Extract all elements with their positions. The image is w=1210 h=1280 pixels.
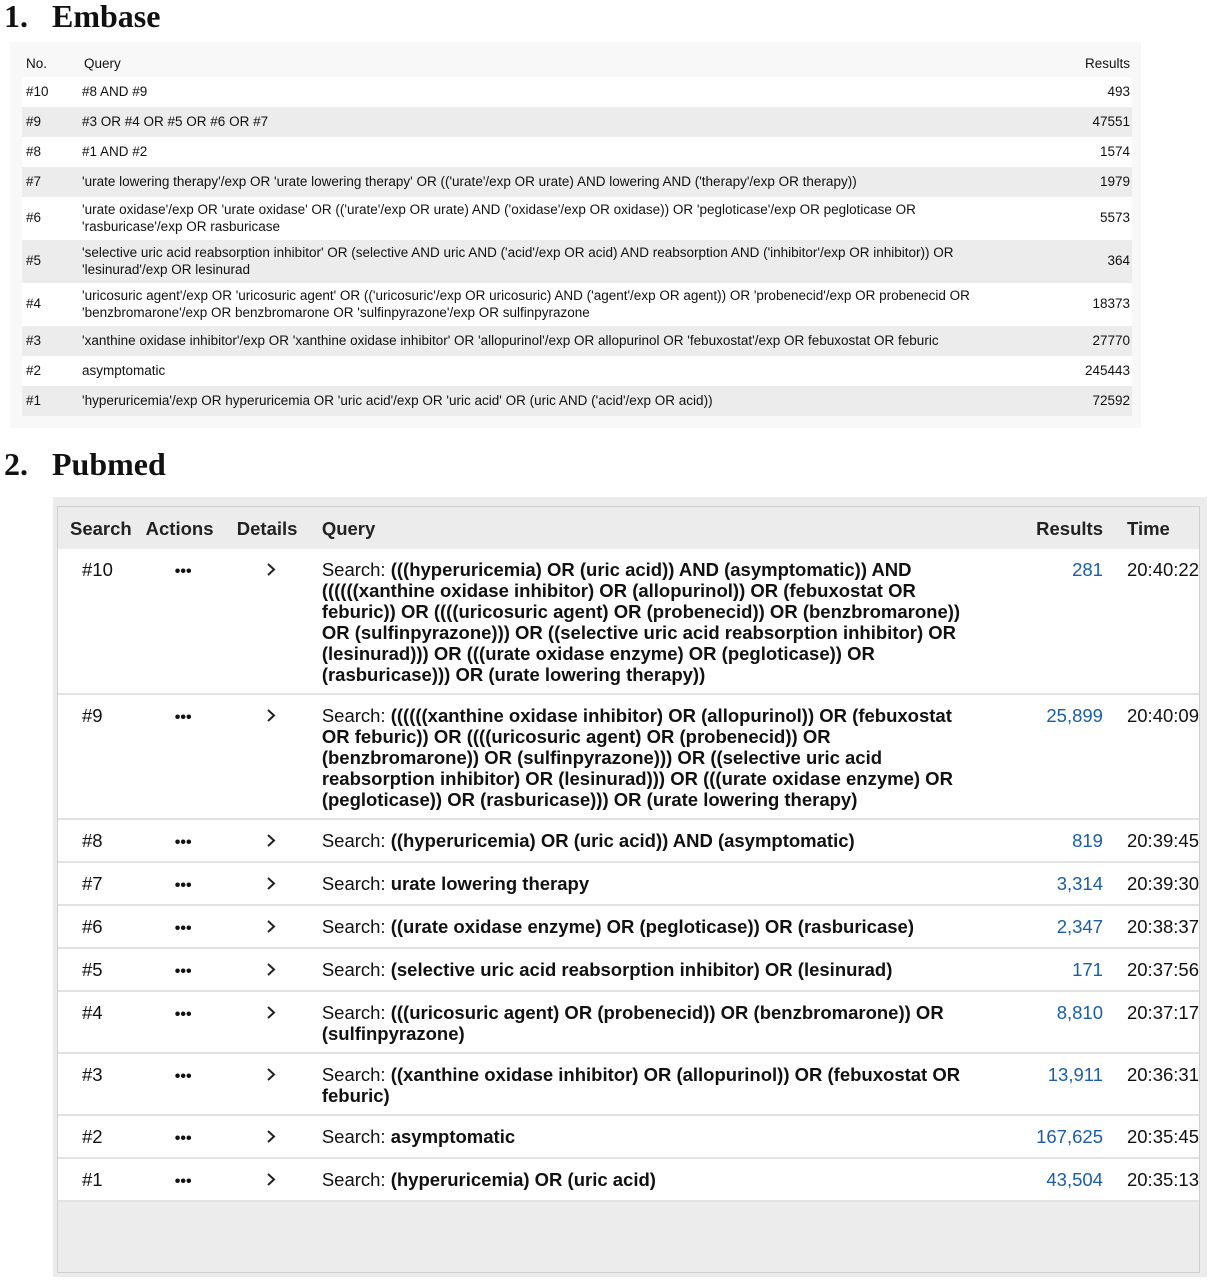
embase-row-query: 'urate oxidase'/exp OR 'urate oxidase' OR (('urate'/exp OR urate) AND ('oxidase'/exp OR oxidase)) OR 'pegloticase'/exp OR pegloticase OR 'rasburicase'/exp OR rasburicase: [82, 202, 916, 234]
pubmed-history-panel: [53, 497, 1207, 1277]
embase-heading-text: Embase: [52, 0, 161, 34]
embase-row-results: 245443: [1084, 362, 1130, 378]
pubmed-history-row: [58, 1158, 1199, 1201]
pubmed-row-time: 20:39:45: [1119, 819, 1199, 862]
results-count-link[interactable]: 8,810: [993, 991, 1119, 1053]
embase-col-query: [82, 50, 1002, 77]
pubmed-col-details: Details: [229, 507, 314, 549]
embase-row-no: #1: [26, 392, 42, 408]
embase-row-no: #3: [26, 332, 42, 348]
query-prefix: Search:: [321, 1126, 386, 1147]
embase-row-no: #9: [26, 113, 42, 129]
actions-menu-button[interactable]: [138, 991, 229, 1053]
chevron-right-icon: [260, 705, 282, 726]
embase-col-results: Results: [1002, 50, 1132, 77]
embase-row-query: #3 OR #4 OR #5 OR #6 OR #7: [82, 113, 269, 129]
chevron-right-icon: [260, 959, 282, 980]
embase-col-query-label: Query: [84, 56, 121, 71]
results-count-link[interactable]: 13,911: [993, 1053, 1119, 1115]
details-expand-button[interactable]: [229, 862, 314, 905]
embase-row-no: #8: [26, 143, 42, 159]
details-expand-button[interactable]: [229, 1158, 314, 1201]
details-expand-button[interactable]: [229, 549, 314, 694]
pubmed-header-row: [58, 507, 1199, 549]
embase-row-query: 'selective uric acid reabsorption inhibitor' OR (selective AND uric AND ('acid'/exp OR acid) AND reabsorption AND ('inhibitor'/exp OR inhibitor)) OR 'lesinurad'/exp OR lesinurad: [82, 245, 954, 277]
embase-row-query: #1 AND #2: [82, 143, 148, 159]
query-prefix: Search:: [321, 559, 386, 580]
pubmed-history-row: [58, 549, 1199, 694]
pubmed-heading-text: Pubmed: [52, 446, 166, 482]
chevron-right-icon: [260, 1126, 282, 1147]
details-expand-button[interactable]: [229, 694, 314, 819]
chevron-right-icon: [260, 1002, 282, 1023]
pubmed-row-query: [314, 1158, 994, 1201]
actions-menu-button[interactable]: [138, 1115, 229, 1158]
pubmed-row-time: 20:38:37: [1119, 905, 1199, 948]
embase-row-query: 'xanthine oxidase inhibitor'/exp OR 'xanthine oxidase inhibitor' OR 'allopurinol'/exp OR allopurinol OR 'febuxostat'/exp OR febuxostat OR feburic: [82, 332, 939, 348]
more-actions-icon: •••: [174, 1130, 192, 1147]
embase-search-history-table: [22, 50, 1132, 416]
query-text: ((urate oxidase enzyme) OR (pegloticase)) OR (rasburicase): [390, 916, 915, 937]
pubmed-col-results: Results: [993, 507, 1119, 549]
more-actions-icon: •••: [174, 709, 192, 726]
pubmed-row-time: 20:39:30: [1119, 862, 1199, 905]
actions-menu-button[interactable]: [138, 819, 229, 862]
embase-row-no: #2: [26, 362, 42, 378]
query-text: asymptomatic: [390, 1126, 516, 1147]
pubmed-row-time: 20:40:09: [1119, 694, 1199, 819]
actions-menu-button[interactable]: [138, 694, 229, 819]
pubmed-history-table-container: [57, 506, 1200, 1273]
pubmed-row-search-number: #9: [58, 694, 138, 819]
embase-row: [22, 240, 1132, 283]
chevron-right-icon: [260, 873, 282, 894]
embase-row-results: 47551: [1092, 113, 1130, 129]
pubmed-col-search: Search: [58, 507, 138, 549]
embase-header-row: [22, 50, 1132, 77]
pubmed-col-time: Time: [1119, 507, 1199, 549]
embase-row-results: 493: [1107, 83, 1130, 99]
chevron-right-icon: [260, 559, 282, 580]
results-count-link[interactable]: 819: [993, 819, 1119, 862]
embase-row-no: #5: [26, 253, 42, 269]
embase-row: [22, 356, 1132, 386]
embase-row-query: 'uricosuric agent'/exp OR 'uricosuric agent' OR (('uricosuric'/exp OR uricosuric) AND ('agent'/exp OR agent)) OR 'probenecid'/exp OR probenecid OR 'benzbromarone'/exp OR benzbromarone OR 'sulfinpyrazone'/exp OR sulfinpyrazone: [82, 288, 970, 320]
pubmed-row-search-number: #3: [58, 1053, 138, 1115]
actions-menu-button[interactable]: [138, 1158, 229, 1201]
results-count-link[interactable]: 25,899: [993, 694, 1119, 819]
chevron-right-icon: [260, 830, 282, 851]
more-actions-icon: •••: [174, 920, 192, 937]
details-expand-button[interactable]: [229, 819, 314, 862]
more-actions-icon: •••: [174, 1173, 192, 1190]
details-expand-button[interactable]: [229, 991, 314, 1053]
embase-row: [22, 137, 1132, 167]
embase-row-query: asymptomatic: [82, 362, 166, 378]
pubmed-history-row: [58, 905, 1199, 948]
embase-results-panel: [10, 42, 1141, 428]
pubmed-history-row: [58, 1053, 1199, 1115]
results-count-link[interactable]: 281: [993, 549, 1119, 694]
pubmed-col-actions: Actions: [138, 507, 229, 549]
query-text: (((hyperuricemia) OR (uric acid)) AND (asymptomatic)) AND ((((((xanthine oxidase inhibitor) OR (allopurinol)) OR (febuxostat OR feburic)) OR ((((uricosuric agent) OR (probenecid)) OR (benzbromarone)) OR (sulfinpyrazone))) OR ((selective uric acid reabsorption inhibitor) OR (lesinurad))) OR (((urate oxidase enzyme) OR (pegloticase)) OR (rasburicase))) OR (urate lowering therapy)): [321, 559, 961, 685]
pubmed-row-search-number: #7: [58, 862, 138, 905]
embase-row-results: 18373: [1092, 296, 1130, 312]
embase-row-results: 364: [1107, 253, 1130, 269]
pubmed-row-query: [314, 694, 994, 819]
more-actions-icon: •••: [174, 877, 192, 894]
query-text: ((hyperuricemia) OR (uric acid)) AND (asymptomatic): [390, 830, 855, 851]
query-text: ((((((xanthine oxidase inhibitor) OR (allopurinol)) OR (febuxostat OR feburic)) OR ((((uricosuric agent) OR (probenecid)) OR (benzbromarone)) OR (sulfinpyrazone))) OR ((selective uric acid reabsorption inhibitor) OR (lesinurad))) OR (((urate oxidase enzyme) OR (pegloticase)) OR (rasburicase))) OR (urate lowering therapy): [321, 705, 953, 810]
pubmed-history-row: [58, 819, 1199, 862]
pubmed-history-row: [58, 948, 1199, 991]
embase-row-results: 27770: [1092, 332, 1130, 348]
pubmed-history-row: [58, 694, 1199, 819]
chevron-right-icon: [260, 1169, 282, 1190]
pubmed-row-query: [314, 549, 994, 694]
query-prefix: Search:: [321, 1064, 386, 1085]
embase-col-no: No.: [22, 50, 82, 77]
embase-row: [22, 77, 1132, 107]
embase-row: [22, 197, 1132, 240]
pubmed-row-query: [314, 948, 994, 991]
pubmed-row-search-number: #4: [58, 991, 138, 1053]
more-actions-icon: •••: [174, 1006, 192, 1023]
pubmed-row-time: 20:35:13: [1119, 1158, 1199, 1201]
embase-row-query: 'hyperuricemia'/exp OR hyperuricemia OR 'uric acid'/exp OR 'uric acid' OR (uric AND ('acid'/exp OR acid)): [82, 392, 713, 408]
results-count-link[interactable]: 3,314: [993, 862, 1119, 905]
pubmed-row-query: [314, 1053, 994, 1115]
query-prefix: Search:: [321, 830, 386, 851]
query-text: urate lowering therapy: [390, 873, 590, 894]
details-expand-button[interactable]: [229, 948, 314, 991]
pubmed-row-search-number: #6: [58, 905, 138, 948]
embase-row-no: #6: [26, 210, 42, 226]
pubmed-history-row: [58, 1115, 1199, 1158]
actions-menu-button[interactable]: [138, 948, 229, 991]
more-actions-icon: •••: [174, 963, 192, 980]
results-count-link[interactable]: 167,625: [993, 1115, 1119, 1158]
embase-row-query: 'urate lowering therapy'/exp OR 'urate lowering therapy' OR (('urate'/exp OR urate) AND lowering AND ('therapy'/exp OR therapy)): [82, 173, 857, 189]
pubmed-row-time: 20:35:45: [1119, 1115, 1199, 1158]
query-prefix: Search:: [321, 1169, 386, 1190]
pubmed-row-time: 20:37:17: [1119, 991, 1199, 1053]
embase-heading: [4, 0, 160, 32]
details-expand-button[interactable]: [229, 1115, 314, 1158]
embase-row: [22, 386, 1132, 416]
chevron-right-icon: [260, 916, 282, 937]
pubmed-row-search-number: #8: [58, 819, 138, 862]
embase-row-no: #7: [26, 173, 42, 189]
embase-row-results: 1979: [1099, 173, 1130, 189]
query-prefix: Search:: [321, 916, 386, 937]
embase-heading-number: 1.: [4, 0, 28, 34]
pubmed-row-query: [314, 991, 994, 1053]
query-prefix: Search:: [321, 705, 386, 726]
pubmed-row-time: 20:36:31: [1119, 1053, 1199, 1115]
embase-row: [22, 107, 1132, 137]
actions-menu-button[interactable]: [138, 862, 229, 905]
pubmed-row-query: [314, 862, 994, 905]
embase-row-query: #8 AND #9: [82, 83, 148, 99]
pubmed-search-history-table: [58, 507, 1199, 1202]
pubmed-row-query: [314, 1115, 994, 1158]
embase-row: [22, 167, 1132, 197]
pubmed-row-query: [314, 819, 994, 862]
embase-row-results: 1574: [1099, 143, 1130, 159]
embase-row-results: 5573: [1099, 210, 1130, 226]
pubmed-row-search-number: #5: [58, 948, 138, 991]
query-prefix: Search:: [321, 1002, 386, 1023]
chevron-right-icon: [260, 1064, 282, 1085]
query-text: (hyperuricemia) OR (uric acid): [390, 1169, 656, 1190]
more-actions-icon: •••: [174, 834, 192, 851]
embase-row-no: #4: [26, 296, 42, 312]
more-actions-icon: •••: [174, 563, 192, 580]
embase-row-no: #10: [26, 83, 49, 99]
actions-menu-button[interactable]: [138, 1053, 229, 1115]
pubmed-row-time: 20:37:56: [1119, 948, 1199, 991]
pubmed-row-search-number: #2: [58, 1115, 138, 1158]
details-expand-button[interactable]: [229, 905, 314, 948]
pubmed-row-query: [314, 905, 994, 948]
pubmed-heading-number: 2.: [4, 446, 28, 482]
pubmed-row-time: 20:40:22: [1119, 549, 1199, 694]
embase-row: [22, 283, 1132, 326]
query-text: (selective uric acid reabsorption inhibitor) OR (lesinurad): [390, 959, 893, 980]
results-count-link[interactable]: 43,504: [993, 1158, 1119, 1201]
embase-row: [22, 326, 1132, 356]
pubmed-row-search-number: #10: [58, 549, 138, 694]
actions-menu-button[interactable]: [138, 905, 229, 948]
query-text: ((xanthine oxidase inhibitor) OR (allopurinol)) OR (febuxostat OR feburic): [321, 1064, 961, 1106]
pubmed-history-row: [58, 862, 1199, 905]
pubmed-history-row: [58, 991, 1199, 1053]
pubmed-heading: [4, 448, 166, 480]
query-prefix: Search:: [321, 959, 386, 980]
more-actions-icon: •••: [174, 1068, 192, 1085]
embase-row-results: 72592: [1092, 392, 1130, 408]
details-expand-button[interactable]: [229, 1053, 314, 1115]
results-count-link[interactable]: 2,347: [993, 905, 1119, 948]
actions-menu-button[interactable]: [138, 549, 229, 694]
query-text: (((uricosuric agent) OR (probenecid)) OR (benzbromarone)) OR (sulfinpyrazone): [321, 1002, 944, 1044]
results-count-link[interactable]: 171: [993, 948, 1119, 991]
query-prefix: Search:: [321, 873, 386, 894]
pubmed-col-query: Query: [314, 507, 994, 549]
pubmed-row-search-number: #1: [58, 1158, 138, 1201]
